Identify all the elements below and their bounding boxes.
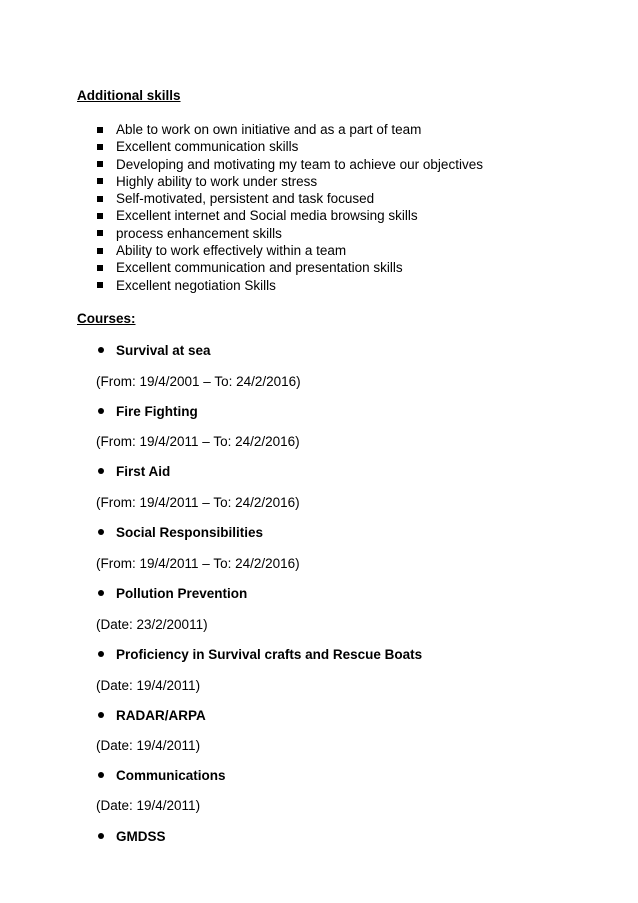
course-name: Communications xyxy=(116,768,226,783)
skill-text: process enhancement skills xyxy=(116,225,282,241)
course-date: (Date: 19/4/2011) xyxy=(96,798,201,813)
round-bullet-icon xyxy=(98,651,104,657)
square-bullet-icon xyxy=(97,178,103,184)
course-name: RADAR/ARPA xyxy=(116,708,206,723)
skill-text: Highly ability to work under stress xyxy=(116,173,318,189)
course-date: (From: 19/4/2011 – To: 24/2/2016) xyxy=(96,556,300,571)
course-date: (From: 19/4/2001 – To: 24/2/2016) xyxy=(96,374,301,389)
square-bullet-icon xyxy=(97,282,103,288)
course-date: (From: 19/4/2011 – To: 24/2/2016) xyxy=(96,495,300,510)
round-bullet-icon xyxy=(98,408,104,414)
round-bullet-icon xyxy=(98,529,104,535)
square-bullet-icon xyxy=(97,230,103,236)
round-bullet-icon xyxy=(98,347,104,353)
skill-text: Self-motivated, persistent and task focused xyxy=(116,191,375,207)
course-date: (Date: 19/4/2011) xyxy=(96,678,201,693)
skill-text: Excellent communication skills xyxy=(116,139,299,155)
skill-text: Excellent negotiation Skills xyxy=(116,277,276,293)
course-date: (Date: 23/2/20011) xyxy=(96,617,208,632)
square-bullet-icon xyxy=(97,196,103,202)
course-name: First Aid xyxy=(116,464,171,479)
course-name: Social Responsibilities xyxy=(116,525,264,540)
skill-text: Ability to work effectively within a team xyxy=(116,243,347,259)
square-bullet-icon xyxy=(97,144,103,150)
additional-skills-heading: Additional skills xyxy=(77,88,181,103)
round-bullet-icon xyxy=(98,772,104,778)
square-bullet-icon xyxy=(97,265,103,271)
course-name: Survival at sea xyxy=(116,343,211,358)
course-date: (Date: 19/4/2011) xyxy=(96,738,201,753)
round-bullet-icon xyxy=(98,590,104,596)
course-name: Fire Fighting xyxy=(116,404,198,419)
skill-text: Developing and motivating my team to achieve our objectives xyxy=(116,156,483,172)
skill-text: Excellent internet and Social media browsing skills xyxy=(116,208,418,224)
course-date: (From: 19/4/2011 – To: 24/2/2016) xyxy=(96,434,300,449)
course-name: GMDSS xyxy=(116,829,166,844)
skill-text: Excellent communication and presentation skills xyxy=(116,260,403,276)
square-bullet-icon xyxy=(97,127,103,133)
course-name: Proficiency in Survival crafts and Rescue Boats xyxy=(116,647,423,662)
round-bullet-icon xyxy=(98,712,104,718)
square-bullet-icon xyxy=(97,213,103,219)
square-bullet-icon xyxy=(97,248,103,254)
round-bullet-icon xyxy=(98,833,104,839)
square-bullet-icon xyxy=(97,161,103,167)
round-bullet-icon xyxy=(98,468,104,474)
course-name: Pollution Prevention xyxy=(116,586,248,601)
skill-text: Able to work on own initiative and as a part of team xyxy=(116,122,422,137)
courses-heading: Courses: xyxy=(77,311,136,326)
